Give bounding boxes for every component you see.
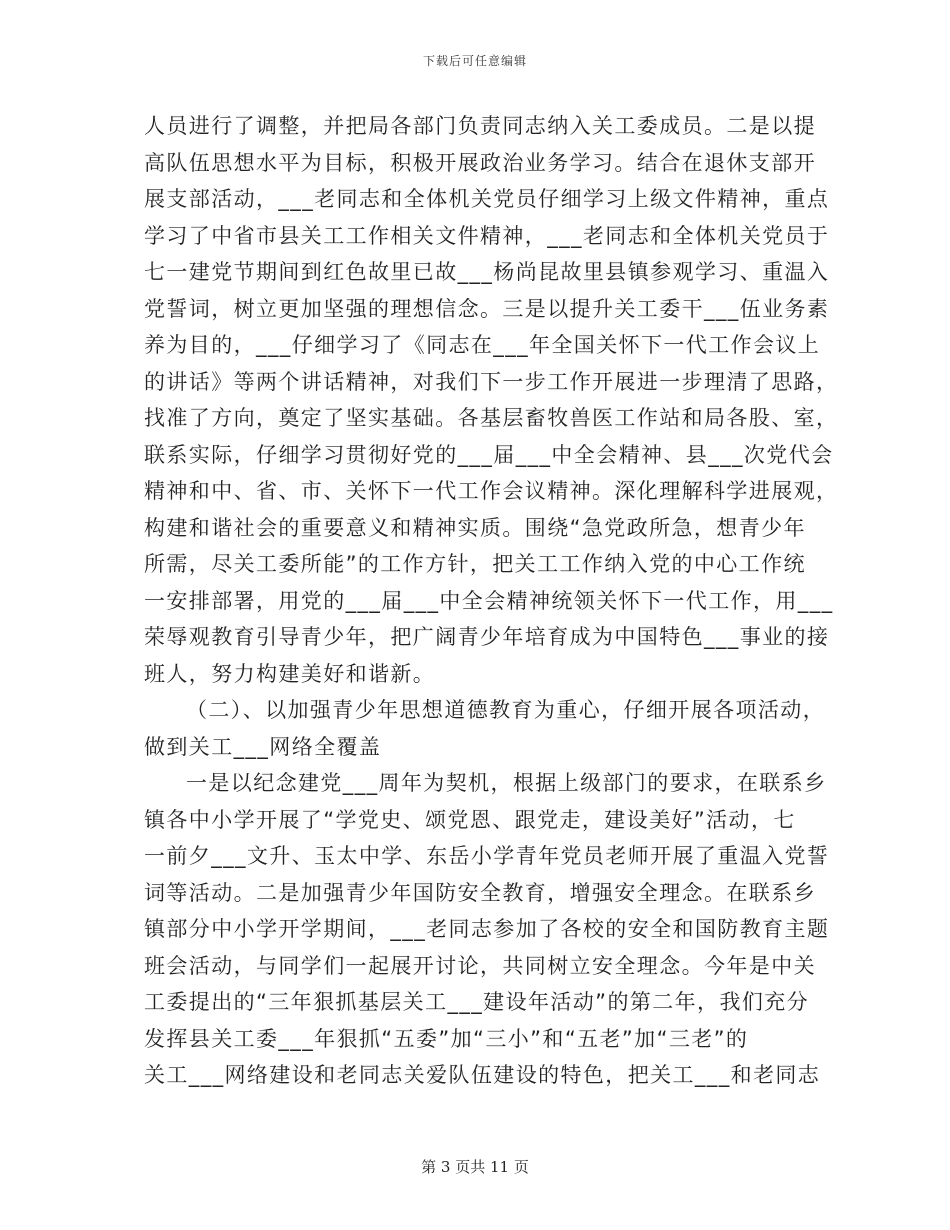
text-line: 班会活动，与同学们一起展开讨论，共同树立安全理念。今年是中关 <box>144 953 816 978</box>
text-line: 党誓词，树立更加坚强的理想信念。三是以提升关工委干___伍业务素 <box>144 296 830 321</box>
document-body <box>144 108 839 1094</box>
text-line: 所需，尽关工委所能”的工作方针，把关工工作纳入党的中心工作统 <box>144 552 806 576</box>
text-line: 精神和中、省、市、关怀下一代工作会议精神。深化理解科学进展观， <box>144 479 839 503</box>
section-heading-line: （二）、以加强青少年思想道德教育为重心，仔细开展各项活动， <box>186 698 826 722</box>
text-line: 高队伍思想水平为目标，积极开展政治业务学习。结合在退休支部开 <box>144 150 816 175</box>
text-line: 联系实际，仔细学习贯彻好党的___届___中全会精神、县___次党代会 <box>144 442 834 467</box>
text-line: 养为目的，___仔细学习了《同志在___年全国关怀下一代工作会议上 <box>144 333 821 357</box>
text-line: 关工___网络建设和老同志关爱队伍建设的特色，把关工___和老同志 <box>144 1063 821 1087</box>
text-line: 展支部活动，___老同志和全体机关党员仔细学习上级文件精神，重点 <box>144 187 830 211</box>
text-line: 构建和谐社会的重要意义和精神实质。围绕“急党政所急，想青少年 <box>144 515 806 540</box>
section-heading-line: 做到关工___网络全覆盖 <box>144 734 382 759</box>
text-line: 班人，努力构建美好和谐新。 <box>144 661 436 686</box>
text-line: 一是以纪念建党___周年为契机，根据上级部门的要求，在联系乡 <box>186 771 827 795</box>
text-line: 荣辱观教育引导青少年，把广阔青少年培育成为中国特色___事业的接 <box>144 625 830 649</box>
text-line: 人员进行了调整，并把局各部门负责同志纳入关工委成员。二是以提 <box>144 114 816 138</box>
text-line: 一安排部署，用党的___届___中全会精神统领关怀下一代工作，用___ <box>144 588 834 613</box>
text-line: 词等活动。二是加强青少年国防安全教育，增强安全理念。在联系乡 <box>144 880 816 905</box>
text-line: 一前夕___文升、玉太中学、东岳小学青年党员老师开展了重温入党誓 <box>144 844 830 868</box>
text-line: 找准了方向，奠定了坚实基础。各基层畜牧兽医工作站和局各股、室， <box>144 406 839 430</box>
page-footer: 第 3 页共 11 页 <box>421 1158 529 1176</box>
text-line: 发挥县关工委___年狠抓“五委”加“三小”和“五老”加“三老”的 <box>144 1026 749 1051</box>
page-header: 下载后可任意编辑 <box>422 54 527 68</box>
text-line: 学习了中省市县关工工作相关文件精神，___老同志和全体机关党员于 <box>144 223 830 248</box>
text-line: 镇部分中小学开学期间，___老同志参加了各校的安全和国防教育主题 <box>144 917 830 941</box>
text-line: 七一建党节期间到红色故里已故___杨尚昆故里县镇参观学习、重温入 <box>144 260 830 284</box>
text-line: 工委提出的“三年狠抓基层关工___建设年活动”的第二年，我们充分 <box>144 990 810 1014</box>
text-line: 的讲话》等两个讲话精神，对我们下一步工作开展进一步理清了思路， <box>144 369 839 394</box>
text-line: 镇各中小学开展了“学党史、颂党恩、跟党走，建设美好”活动，七 <box>144 807 796 832</box>
